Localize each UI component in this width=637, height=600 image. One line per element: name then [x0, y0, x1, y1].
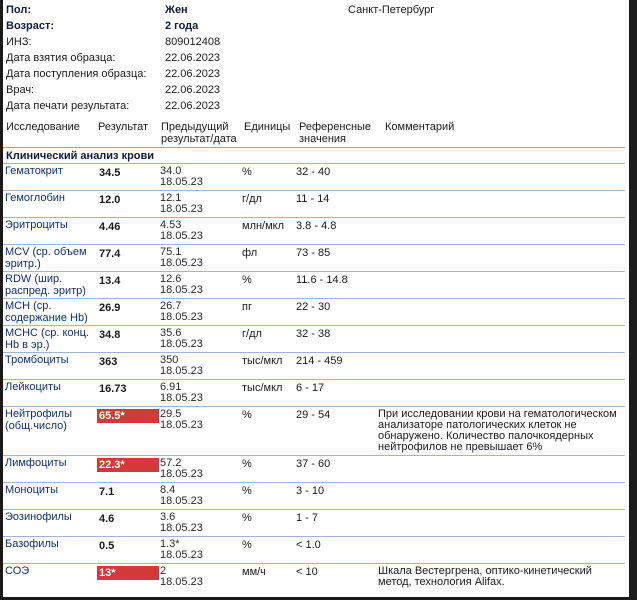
reference-range: 73 - 85: [296, 247, 331, 259]
unit: %: [242, 166, 252, 178]
unit: тыс/мкл: [242, 355, 283, 367]
sample-arrived-label: Дата поступления образца:: [6, 68, 147, 80]
age-label: Возраст:: [6, 20, 54, 32]
previous-date: 18.05.23: [160, 338, 203, 350]
result-value-flagged: 22.3*: [97, 458, 159, 472]
table-row: [3, 325, 625, 352]
previous-value: 26.7: [160, 300, 182, 312]
unit: млн/мкл: [242, 220, 285, 232]
table-row: [3, 482, 625, 509]
unit: %: [242, 458, 252, 470]
reference-range: 3.8 - 4.8: [296, 220, 337, 232]
test-name: RDW (шир. распред. эритр): [5, 273, 86, 297]
reference-range: 29 - 54: [296, 409, 331, 421]
previous-date: 18.05.23: [160, 284, 203, 296]
test-name: Эозинофилы: [5, 511, 72, 523]
col-previous-line2: результат/дата: [161, 133, 237, 145]
result-value: 363: [99, 356, 118, 368]
table-row: [3, 298, 625, 325]
previous-value: 3.6: [160, 511, 176, 523]
doctor-value: 22.06.2023: [165, 84, 221, 96]
test-name: Гематокрит: [5, 165, 63, 177]
result-value: 34.8: [99, 329, 121, 341]
unit: %: [242, 539, 252, 551]
sample-taken-value: 22.06.2023: [165, 52, 221, 64]
previous-date: 18.05.23: [160, 203, 203, 215]
reference-range: < 10: [296, 566, 318, 578]
previous-result: [160, 193, 203, 215]
test-name: Гемоглобин: [5, 192, 65, 204]
previous-result: [160, 566, 203, 588]
previous-date: 18.05.23: [160, 176, 203, 188]
table-row: [3, 509, 625, 536]
sex-value: Жен: [165, 4, 188, 16]
column-headers: [0, 121, 629, 147]
previous-result: [160, 220, 203, 242]
reference-range: 32 - 40: [296, 166, 331, 178]
comment: При исследовании крови на гематологическом анализаторе патологических клеток не обнаружено. Количество палочкоядерных нейтрофилов не превышает 6%: [378, 408, 617, 453]
unit: %: [242, 485, 252, 497]
previous-result: [160, 328, 203, 350]
test-name: Моноциты: [5, 484, 58, 496]
previous-value: 4.53: [160, 219, 182, 231]
unit: %: [242, 274, 252, 286]
col-units: Единицы: [244, 121, 291, 133]
city: Санкт-Петербург: [348, 4, 435, 16]
comment: Шкала Вестергрена, оптико-кинетический метод, технология Alifax.: [378, 565, 592, 588]
table-row: [3, 536, 625, 563]
previous-value: 350: [160, 354, 179, 366]
table-row: [3, 217, 625, 244]
previous-date: 18.05.23: [160, 311, 203, 323]
previous-date: 18.05.23: [160, 392, 203, 404]
table-row: [3, 352, 625, 379]
previous-value: 29.5: [160, 408, 182, 420]
print-date-label: Дата печати результата:: [6, 100, 130, 112]
result-value: 77.4: [99, 248, 121, 260]
unit: г/дл: [242, 193, 262, 205]
previous-result: [160, 274, 203, 296]
unit: %: [242, 512, 252, 524]
col-reference-line2: значения: [299, 133, 347, 145]
reference-range: 1 - 7: [296, 512, 319, 524]
col-reference: [299, 121, 371, 145]
table-row: [3, 563, 625, 595]
previous-date: 18.05.23: [160, 495, 203, 507]
reference-range: 37 - 60: [296, 458, 331, 470]
test-name: Базофилы: [5, 538, 59, 550]
sample-taken-label: Дата взятия образца:: [6, 52, 116, 64]
previous-result: [160, 382, 203, 404]
result-value-flagged: 65.5*: [97, 409, 159, 423]
reference-range: 22 - 30: [296, 301, 331, 313]
previous-value: 8.4: [160, 484, 176, 496]
result-value: 4.6: [99, 513, 115, 525]
inz-value: 809012408: [165, 36, 221, 48]
result-value: 0.5: [99, 540, 115, 552]
previous-value: 34.0: [160, 165, 182, 177]
test-name: MCH (ср. содержание Hb): [5, 300, 88, 324]
print-date-value: 22.06.2023: [165, 100, 221, 112]
col-comment: Комментарий: [385, 121, 455, 133]
previous-result: [160, 409, 203, 431]
unit: г/дл: [242, 328, 262, 340]
previous-value: 6.91: [160, 381, 182, 393]
unit: тыс/мкл: [242, 382, 283, 394]
reference-range: 32 - 38: [296, 328, 331, 340]
reference-range: < 1.0: [296, 539, 321, 551]
test-name: Лимфоциты: [5, 457, 67, 469]
unit: мм/ч: [242, 566, 266, 578]
reference-range: 3 - 10: [296, 485, 325, 497]
previous-value: 57.2: [160, 457, 182, 469]
test-name: MCHC (ср. конц. Hb в эр.): [5, 327, 89, 351]
reference-range: 6 - 17: [296, 382, 325, 394]
table-row: [3, 163, 625, 190]
result-value: 26.9: [99, 302, 121, 314]
col-test: Исследование: [6, 121, 80, 133]
previous-result: [160, 512, 203, 534]
test-name: СОЭ: [5, 565, 30, 577]
result-value: 7.1: [99, 486, 115, 498]
previous-date: 18.05.23: [160, 549, 203, 561]
col-previous: [161, 121, 237, 145]
result-value-flagged: 13*: [97, 566, 159, 580]
unit: фл: [242, 247, 258, 259]
result-value: 16.73: [99, 383, 127, 395]
previous-date: 18.05.23: [160, 230, 203, 242]
previous-value: 1.3*: [160, 538, 180, 550]
previous-date: 18.05.23: [160, 365, 203, 377]
previous-value: 35.6: [160, 327, 182, 339]
col-reference-line1: Референсные: [299, 121, 372, 133]
previous-result: [160, 247, 203, 269]
reference-range: 214 - 459: [296, 355, 343, 367]
inz-label: ИНЗ:: [6, 36, 32, 48]
reference-range: 11.6 - 14.8: [296, 274, 348, 286]
previous-date: 18.05.23: [160, 576, 203, 588]
previous-result: [160, 539, 203, 561]
col-result: Результат: [98, 121, 149, 133]
table-row: [3, 244, 625, 271]
doctor-label: Врач:: [6, 84, 35, 96]
unit: %: [242, 409, 252, 421]
previous-result: [160, 301, 203, 323]
reference-range: 11 - 14: [296, 193, 330, 205]
test-name: Лейкоциты: [5, 381, 61, 393]
table-row: [3, 271, 625, 298]
previous-value: 75.1: [160, 246, 182, 258]
result-value: 4.46: [99, 221, 121, 233]
result-value: 34.5: [99, 167, 121, 179]
previous-result: [160, 355, 203, 377]
unit: пг: [242, 301, 252, 313]
previous-date: 18.05.23: [160, 419, 203, 431]
test-name: Тромбоциты: [5, 354, 69, 366]
previous-value: 12.1: [160, 192, 182, 204]
age-value: 2 года: [165, 20, 199, 32]
table-row: [3, 455, 625, 482]
sample-arrived-value: 22.06.2023: [165, 68, 221, 80]
test-name: Эритроциты: [5, 219, 68, 231]
result-value: 12.0: [99, 194, 121, 206]
table-row: [3, 379, 625, 406]
table-row: [3, 190, 625, 217]
section-title: Клинический анализ крови: [3, 147, 625, 165]
previous-result: [160, 166, 203, 188]
previous-value: 2: [160, 565, 167, 577]
previous-date: 18.05.23: [160, 468, 203, 480]
result-value: 13.4: [99, 275, 121, 287]
previous-date: 18.05.23: [160, 257, 203, 269]
previous-result: [160, 485, 203, 507]
previous-value: 12.6: [160, 273, 182, 285]
previous-result: [160, 458, 203, 480]
col-previous-line1: Предыдущий: [161, 121, 229, 133]
test-name: MCV (ср. объем эритр.): [5, 246, 87, 270]
previous-date: 18.05.23: [160, 522, 203, 534]
test-name: Нейтрофилы (общ.число): [5, 408, 72, 432]
sex-label: Пол:: [6, 4, 32, 16]
table-row: [3, 406, 625, 455]
right-border: [629, 0, 637, 600]
